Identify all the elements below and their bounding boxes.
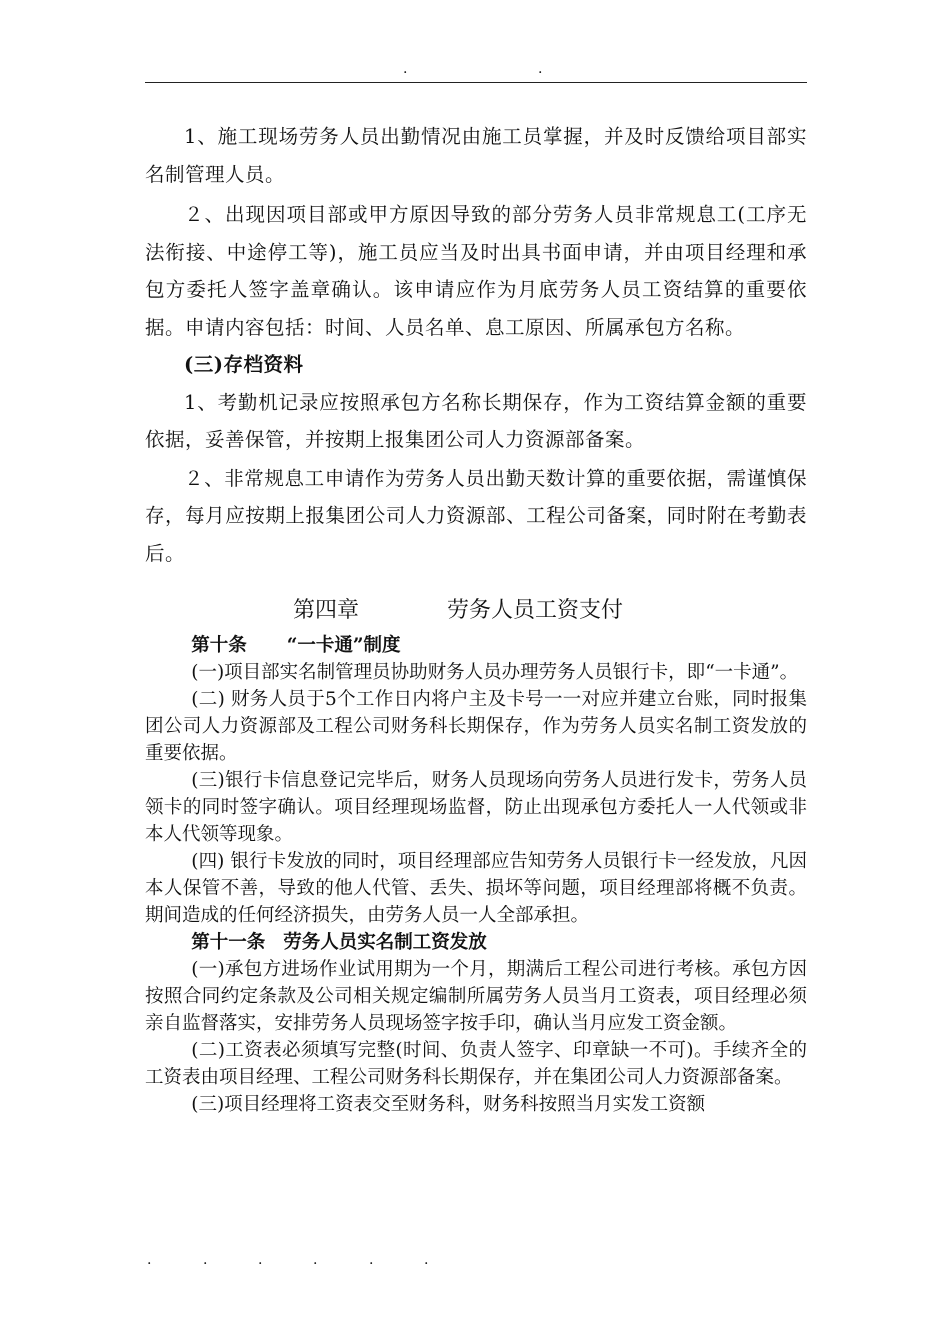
article-clause: (一)项目部实名制管理员协助财务人员办理劳务人员银行卡，即“一卡通”。 — [191, 662, 799, 683]
footer-dot: . — [203, 1252, 208, 1268]
paragraph: 1、考勤机记录应按照承包方名称长期保存，作为工资结算金额的重要依据，妥善保管，并按期上报集团公司人力资源部备案。 — [145, 390, 807, 451]
paragraph: ２、非常规息工申请作为劳务人员出勤天数计算的重要依据，需谨慎保存，每月应按期上报集团公司人力资源部、工程公司备案，同时附在考勤表后。 — [145, 466, 807, 565]
footer-dot: . — [424, 1252, 429, 1268]
header-rule — [145, 82, 807, 83]
article-heading — [145, 929, 807, 956]
paragraph: 1、施工现场劳务人员出勤情况由施工员掌握，并及时反馈给项目部实名制管理人员。 — [145, 125, 807, 186]
article-clause: (四) 银行卡发放的同时，项目经理部应告知劳务人员银行卡一经发放，凡因本人保管不善，导致的他人代管、丢失、损坏等问题，项目经理部将概不负责。期间造成的任何经济损失，由劳务人员一人全部承担。 — [145, 851, 807, 926]
header-dot: . — [538, 61, 543, 77]
page-header-dots — [0, 62, 950, 82]
article-number: 第十条 — [191, 635, 247, 656]
footer-dot: . — [313, 1252, 318, 1268]
page-body — [145, 118, 807, 1118]
chapter-body — [145, 632, 807, 1118]
footer-dot: . — [369, 1252, 374, 1268]
article-number: 第十一条 — [191, 932, 266, 953]
chapter-name: 劳务人员工资支付 — [447, 598, 624, 623]
header-dot: . — [403, 61, 408, 77]
chapter-title — [145, 594, 807, 628]
paragraph: ２、出现因项目部或甲方原因导致的部分劳务人员非常规息工(工序无法衔接、中途停工等)，施工员应当及时出具书面申请，并由项目经理和承包方委托人签字盖章确认。该申请应作为月底劳务人员工资结算的重要依据。申请内容包括：时间、人员名单、息工原因、所属承包方名称。 — [145, 203, 807, 339]
chapter-number: 第四章 — [293, 598, 360, 623]
footer-dot: . — [258, 1252, 263, 1268]
article-clause: (二) 财务人员于5个工作日内将户主及卡号一一对应并建立台账，同时报集团公司人力资源部及工程公司财务科长期保存，作为劳务人员实名制工资发放的重要依据。 — [145, 689, 807, 764]
footer-dot: . — [147, 1252, 152, 1268]
article-title: “一卡通”制度 — [286, 635, 401, 656]
page-footer-dots — [0, 1253, 950, 1273]
article-clause: (三)项目经理将工资表交至财务科，财务科按照当月实发工资额 — [191, 1094, 706, 1115]
attendance-section — [145, 118, 807, 572]
article-clause: (一)承包方进场作业试用期为一个月，期满后工程公司进行考核。承包方因按照合同约定条款及公司相关规定编制所属劳务人员当月工资表，项目经理必须亲自监督落实，安排劳务人员现场签字按手印，确认当月应发工资金额。 — [145, 959, 807, 1034]
article-clause: (三)银行卡信息登记完毕后，财务人员现场向劳务人员进行发卡，劳务人员领卡的同时签字确认。项目经理现场监督，防止出现承包方委托人一人代领或非本人代领等现象。 — [145, 770, 807, 845]
article-clause: (二)工资表必须填写完整(时间、负责人签字、印章缺一不可)。手续齐全的工资表由项目经理、工程公司财务科长期保存，并在集团公司人力资源部备案。 — [145, 1040, 807, 1088]
section-heading: (三)存档资料 — [184, 353, 304, 376]
article-title: 劳务人员实名制工资发放 — [283, 932, 487, 953]
article-heading — [145, 632, 807, 659]
